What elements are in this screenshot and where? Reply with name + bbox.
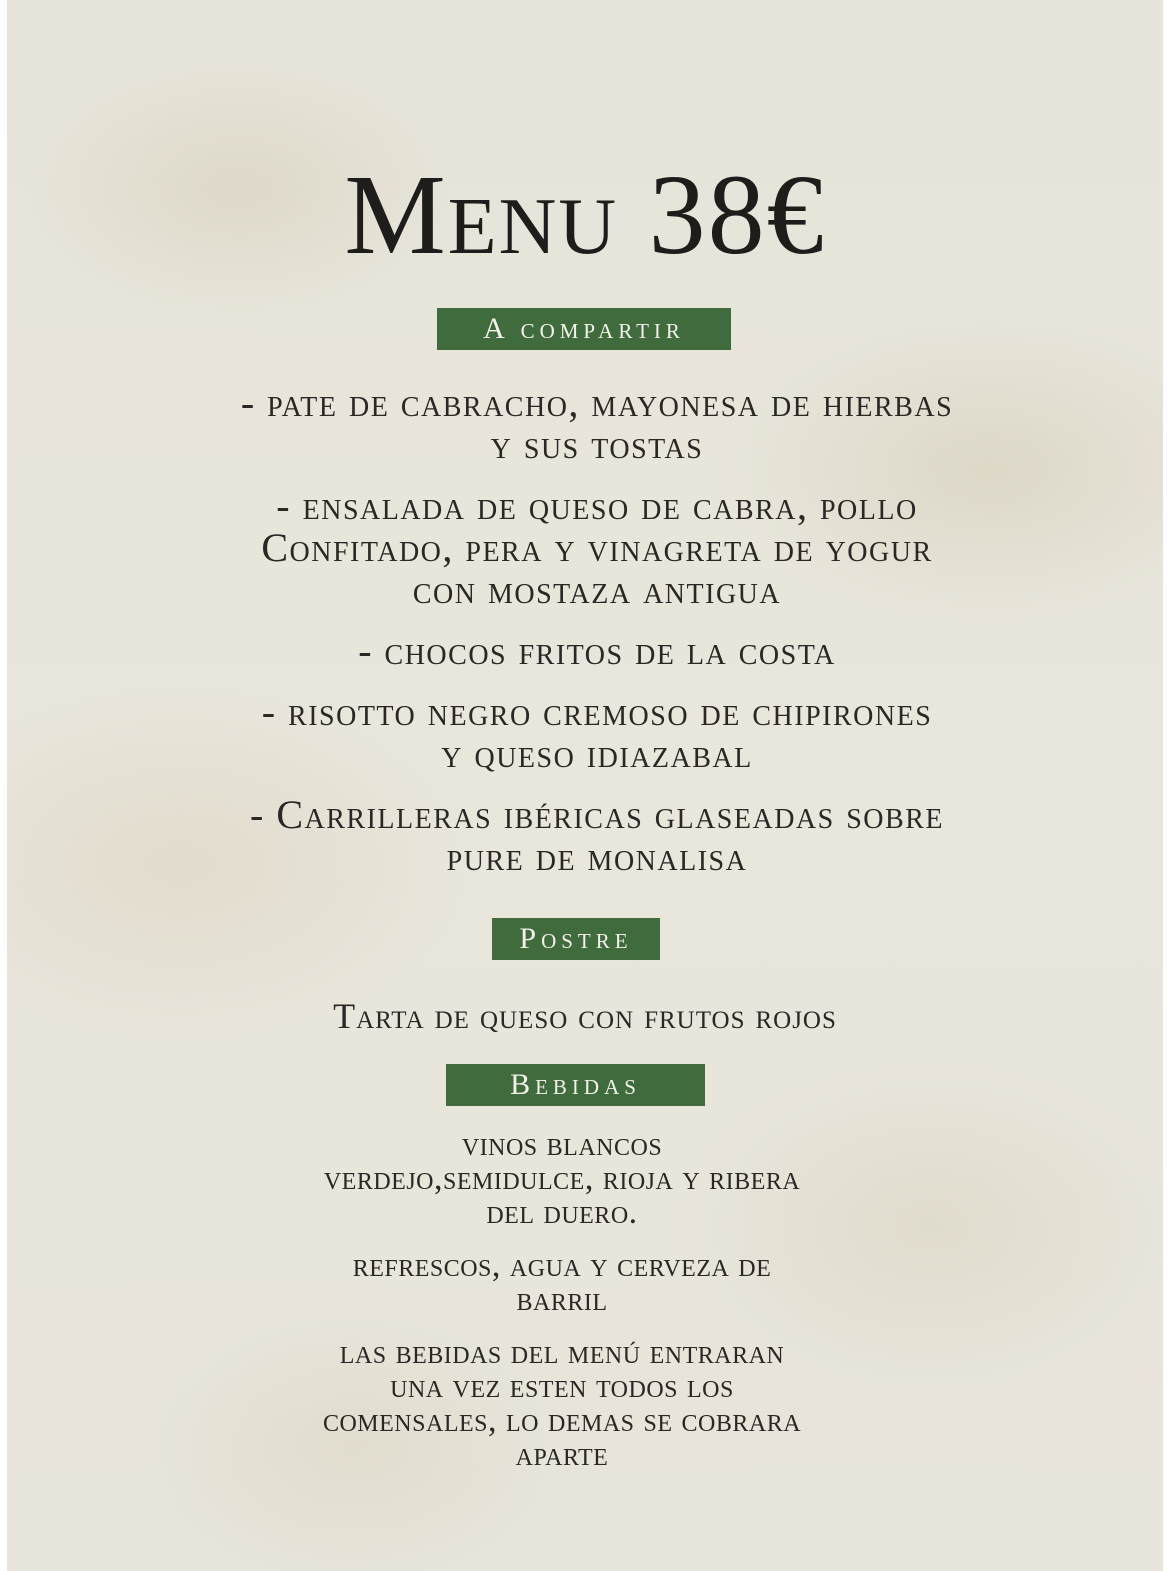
list-item [237,1336,887,1472]
drink-line: del duero. [486,1194,638,1231]
item-line: - chocos fritos de la costa [358,628,836,673]
drink-line: aparte [515,1436,609,1473]
item-line: y sus tostas [490,422,704,467]
item-line: - Carrilleras ibéricas glaseadas sobre [250,792,944,837]
drink-line: barril [516,1281,608,1318]
menu-title: Menu 38€ [344,151,826,278]
list-item [117,382,1077,466]
list-item [117,630,1077,672]
list-item [117,485,1077,611]
item-line: - pate de cabracho, mayonesa de hierbas [240,380,954,425]
menu-page [7,0,1163,1571]
item-line: pure de monalisa [446,834,748,879]
drink-line: las bebidas del menú entraran [339,1334,785,1371]
item-line: y queso idiazabal [441,731,753,776]
section-badge-drinks: Bebidas [446,1064,705,1106]
list-item [117,691,1077,775]
section-badge-dessert: Postre [492,918,660,960]
drink-line: verdejo,semidulce, rioja y ribera [323,1160,801,1197]
drink-line: una vez esten todos los [390,1368,734,1405]
list-item [237,1128,887,1230]
list-item [117,794,1077,878]
list-item [237,1249,887,1317]
item-line: - ensalada de queso de cabra, pollo [276,483,918,528]
drink-line: comensales, lo demas se cobrara [322,1402,802,1439]
drink-line: vinos blancos [461,1126,663,1163]
share-items-list [117,382,1077,897]
item-line: Confitado, pera y vinagreta de yogur [261,525,933,570]
section-badge-share: A compartir [437,308,731,350]
dessert-item: Tarta de queso con frutos rojos [333,996,837,1036]
drink-line: refrescos, agua y cerveza de [352,1247,772,1284]
item-line: con mostaza antigua [412,567,782,612]
item-line: - risotto negro cremoso de chipirones [261,689,933,734]
drinks-list [237,1128,887,1491]
